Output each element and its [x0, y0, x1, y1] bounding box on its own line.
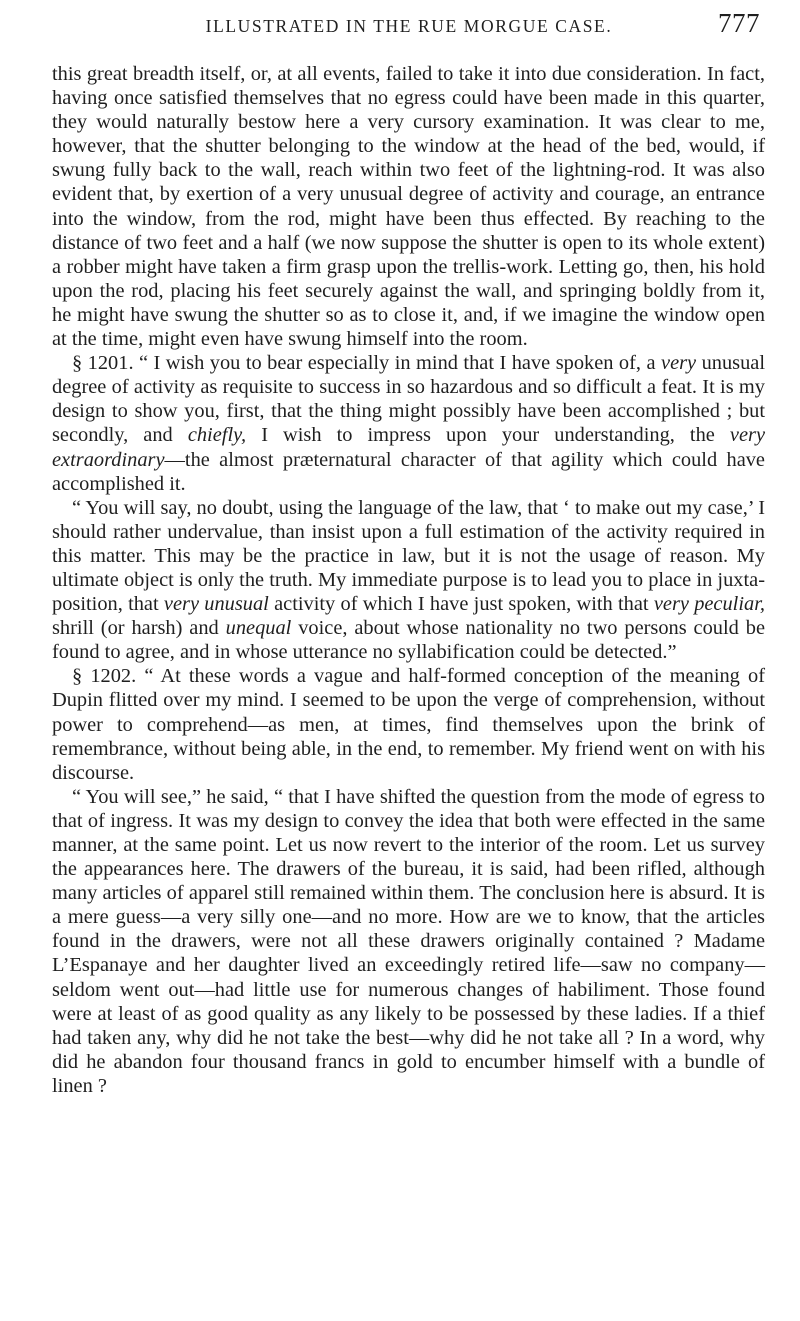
emphasis-text: very unusual	[163, 593, 269, 616]
emphasis-text: very	[661, 352, 697, 375]
paragraph	[52, 351, 765, 496]
text-run: shrill (or harsh) and	[52, 617, 226, 640]
page-number: 777	[718, 8, 760, 38]
text-run: § 1202. “ At these words a vague and half-formed conception of the meaning of Dupin flitted over my mind. I seemed to be upon the verge of comprehension, without power to comprehend—as men, at times, find themselves upon the brink of remembrance, without being able, in the end, to remember. My friend went on with his discourse.	[52, 665, 765, 784]
paragraph	[52, 62, 765, 351]
text-run: § 1201. “ I wish you to bear especially in mind that I have spoken of, a	[72, 352, 662, 375]
text-run: voice, about whose nationality no two persons could be found to agree, and in whose utterance no syllabification could be detected.”	[52, 617, 765, 664]
paragraph	[52, 664, 765, 784]
emphasis-text: very extraordinary	[52, 424, 765, 471]
text-run: “ You will say, no doubt, using the language of the law, that ‘ to make out my case,’ I should rather undervalue, than insist upon a full estimation of the activity required in this matter. This may be the practice in law, but it is not the usage of reason. My ultimate object is only the truth. My immediate purpose is to lead you to place in juxta-position, that	[52, 496, 765, 616]
paragraph	[52, 785, 765, 1098]
running-title: ILLUSTRATED IN THE RUE MORGUE CASE.	[205, 16, 613, 36]
text-run: “ You will see,” he said, “ that I have shifted the question from the mode of egress to that of ingress. It was my design to convey the idea that both were effected in the same manner, at the same point. Let us now revert to the interior of the room. Let us survey the appearances here. The drawers of the bureau, it is said, had been rifled, although many articles of apparel still remained within them. The conclusion here is absurd. It is a mere guess—a very silly one—and no more. How are we to know, that the articles found in the drawers, were not all these drawers originally contained ? Madame L’Espanaye and her daughter lived an exceedingly retired life—saw no company—seldom went out—had little use for numerous changes of habiliment. Those found were at least of as good quality as any likely to be possessed by these ladies. If a thief had taken any, why did he not take the best—why did he not take all ? In a word, why did he abandon four thousand francs in gold to encumber himself with a bundle of linen ?	[52, 785, 765, 1097]
emphasis-text: very peculiar,	[653, 593, 765, 616]
text-run: activity of which I have just spoken, with that	[268, 593, 654, 616]
body-text	[52, 62, 765, 1098]
text-run: this great breadth itself, or, at all events, failed to take it into due consideration. In fact, having once satisfied themselves that no egress could have been made in this quarter, they would naturally bestow here a very cursory examination. It was clear to me, however, that the shutter belonging to the window at the head of the bed, would, if swung fully back to the wall, reach within two feet of the lightning-rod. It was also evident that, by exertion of a very unusual degree of activity and courage, an entrance into the window, from the rod, might have been thus effected. By reaching to the distance of two feet and a half (we now suppose the shutter is open to its whole extent) a robber might have taken a firm grasp upon the trellis-work. Letting go, then, his hold upon the rod, placing his feet securely against the wall, and springing boldly from it, he might have swung the shutter so as to close it, and, if we imagine the window open at the time, might even have swung himself into the room.	[52, 63, 765, 351]
emphasis-text: chiefly,	[187, 424, 247, 447]
emphasis-text: unequal	[225, 617, 292, 640]
running-head	[58, 2, 760, 46]
text-run: I wish to impress upon your understanding, the	[246, 424, 730, 447]
text-run: unusual degree of activity as requisite to success in so hazardous and so difficult a feat. It is my design to show you, first, that the thing might possibly have been accomplished ; but secondly, and	[52, 352, 766, 447]
paragraph	[52, 496, 765, 665]
text-run: —the almost præternatural character of that agility which could have accomplished it.	[52, 448, 765, 495]
